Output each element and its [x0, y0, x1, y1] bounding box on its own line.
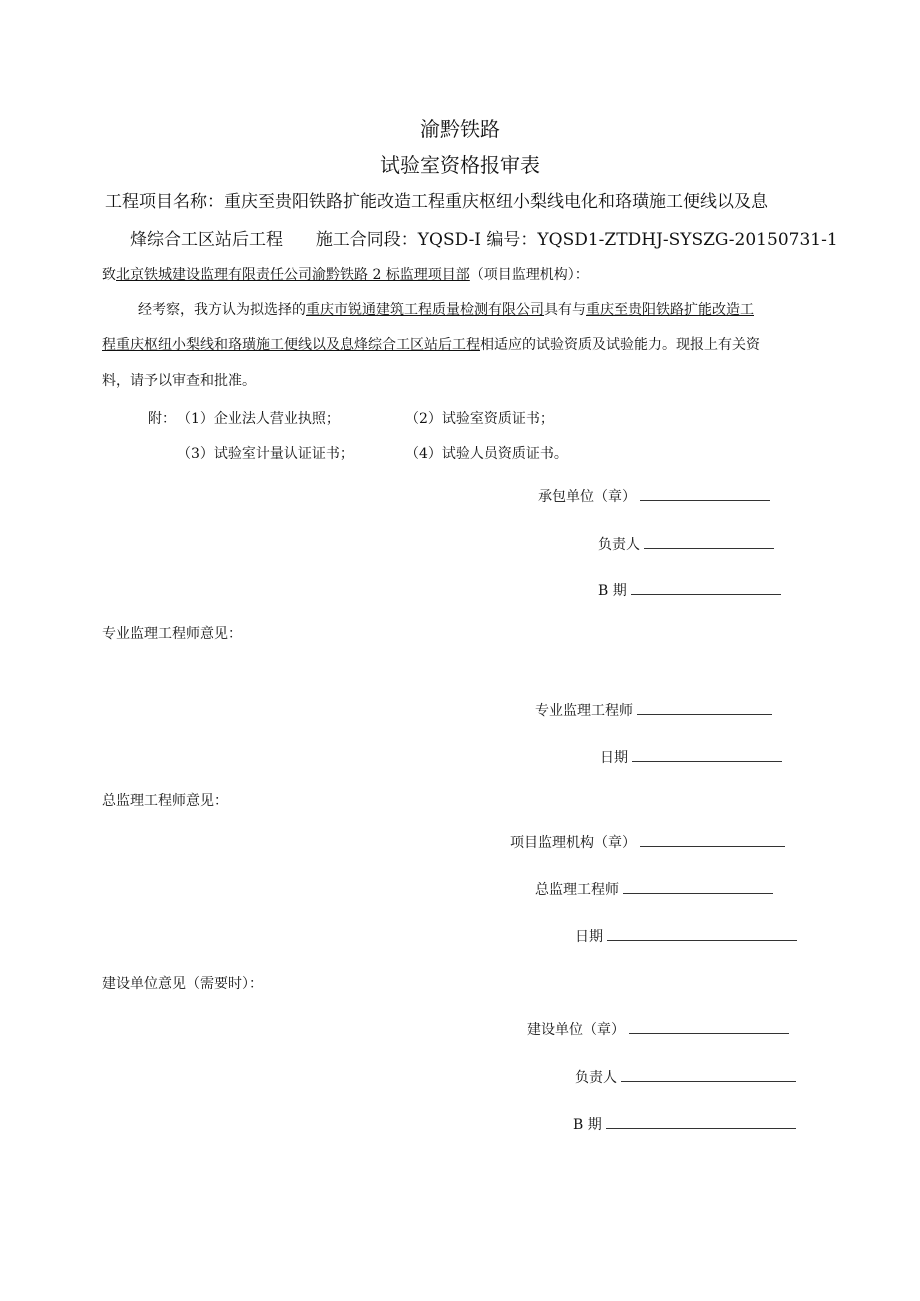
doc-title-line1: 渝黔铁路: [420, 117, 500, 141]
contractor-person-row: [598, 534, 774, 554]
body-text-b: 具有与: [544, 302, 586, 318]
owner-unit-row: [527, 1019, 789, 1039]
owner-unit-label: 建设单位（章）: [527, 1022, 625, 1038]
body-line1: [138, 299, 754, 319]
body-line2: [102, 334, 760, 354]
attachment-4: （4）试验人员资质证书。: [405, 446, 568, 462]
engineer-sign-row: [535, 700, 772, 720]
project-name-line2: [130, 225, 838, 250]
contractor-person-label: 负责人: [598, 537, 640, 553]
chief-org-row: [510, 832, 785, 852]
addressee-suffix: （项目监理机构）：: [469, 267, 589, 283]
body-text-c: 相适应的试验资质及试验能力。现报上有关资: [480, 337, 760, 353]
owner-person-line: [621, 1067, 796, 1082]
addressee-org: 北京铁城建设监理有限责任公司渝黔铁路 2 标监理项目部: [116, 267, 470, 283]
contract-section: 施工合同段：YQSD-I 编号：YQSD1-ZTDHJ-SYSZG-20150731-1: [315, 230, 838, 250]
project-name-ref-1: 重庆至贵阳铁路扩能改造工: [586, 302, 754, 318]
project-name-ref-2: 程重庆枢纽小梨线和珞璜施工便线以及息烽综合工区站后工程: [102, 337, 480, 353]
contractor-unit-label: 承包单位（章）: [538, 489, 636, 505]
attachment-1: （1）企业法人营业执照；: [177, 411, 340, 427]
attachment-3: （3）试验室计量认证证书；: [177, 446, 354, 462]
owner-opinion-label: 建设单位意见（需要时）：: [102, 976, 263, 992]
body-line3: 料，请予以审查和批准。: [102, 373, 256, 389]
chief-date-label: 日期: [575, 929, 603, 945]
body-text-a: 经考察，我方认为拟选择的: [138, 302, 306, 318]
chief-sign-label: 总监理工程师: [535, 882, 619, 898]
contractor-unit-row: [538, 486, 770, 506]
engineer-date-label: 日期: [600, 750, 628, 766]
chief-date-row: [575, 926, 797, 946]
chief-opinion-label: 总监理工程师意见：: [102, 793, 228, 809]
engineer-date-line: [632, 747, 782, 762]
chief-sign-row: [535, 879, 773, 899]
contractor-date-label: B 期: [598, 583, 627, 599]
lab-name: 重庆市锐通建筑工程质量检测有限公司: [306, 302, 544, 318]
chief-date-line: [607, 926, 797, 941]
engineer-sign-line: [637, 700, 772, 715]
engineer-date-row: [600, 747, 782, 767]
project-name-line1: 工程项目名称：重庆至贵阳铁路扩能改造工程重庆枢纽小梨线电化和珞璜施工便线以及息: [105, 192, 768, 212]
owner-person-row: [575, 1067, 796, 1087]
attach-label: 附：: [148, 411, 176, 427]
owner-unit-line: [629, 1019, 789, 1034]
chief-org-label: 项目监理机构（章）: [510, 835, 636, 851]
contractor-unit-line: [640, 486, 770, 501]
contractor-date-row: [598, 580, 781, 600]
attachment-2: （2）试验室资质证书；: [405, 411, 554, 427]
owner-person-label: 负责人: [575, 1070, 617, 1086]
owner-date-line: [606, 1114, 796, 1129]
engineer-sign-label: 专业监理工程师: [535, 703, 633, 719]
doc-title-line2: 试验室资格报审表: [380, 153, 540, 177]
engineer-opinion-label: 专业监理工程师意见：: [102, 626, 242, 642]
project-name-line2-a: 烽综合工区站后工程: [130, 230, 283, 250]
owner-date-row: [573, 1114, 796, 1134]
chief-sign-line: [623, 879, 773, 894]
owner-date-label: B 期: [573, 1117, 602, 1133]
addressee-line: [102, 264, 589, 284]
contractor-person-line: [644, 534, 774, 549]
chief-org-line: [640, 832, 785, 847]
addressee-prefix: 致: [102, 267, 116, 283]
contractor-date-line: [631, 580, 781, 595]
